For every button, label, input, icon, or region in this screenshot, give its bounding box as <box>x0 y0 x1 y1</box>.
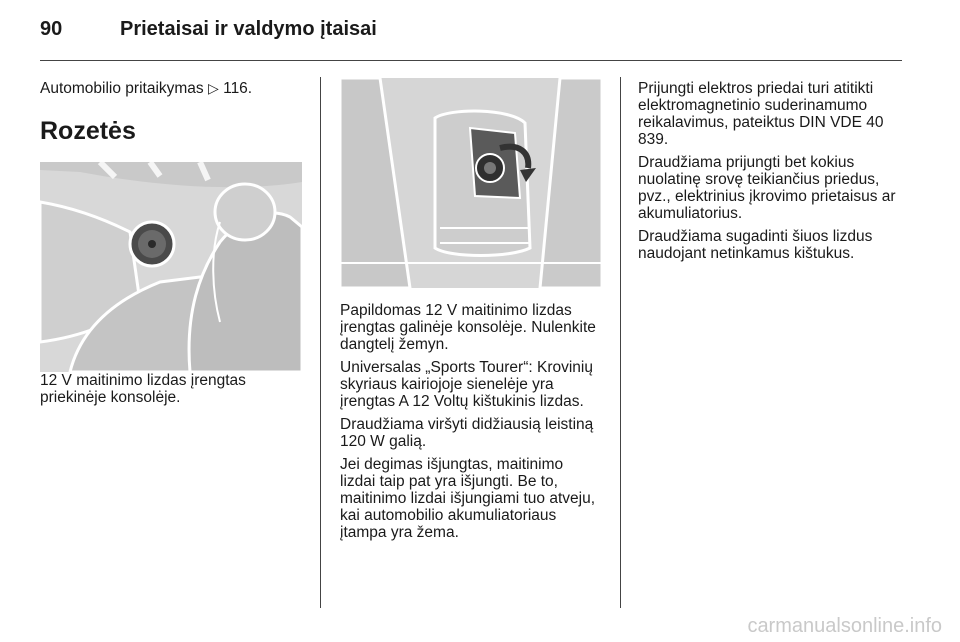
paragraph: Draudžiama viršyti didžiausią leistiną 120 W galią. <box>340 416 594 450</box>
cross-reference-page-link[interactable]: 116. <box>223 80 253 97</box>
column-1 <box>40 80 302 412</box>
column-2 <box>340 78 602 547</box>
rear-console-socket-illustration <box>340 78 602 288</box>
rear-socket-drawing <box>340 78 602 288</box>
page-number: 90 <box>40 18 63 40</box>
figure-caption: 12 V maitinimo lizdas įrengtas priekinėje konsolėje. <box>40 372 246 406</box>
front-socket-drawing <box>40 162 302 372</box>
paragraph: Papildomas 12 V maitinimo lizdas įrengtas galinėje konsolėje. Nulenkite dangtelį žemyn. <box>340 302 596 353</box>
front-console-socket-illustration <box>40 162 302 372</box>
cross-reference <box>40 80 302 97</box>
page-title: Prietaisai ir valdymo įtaisai <box>120 18 377 40</box>
column-3 <box>638 80 906 268</box>
paragraph: Draudžiama sugadinti šiuos lizdus naudojant netinkamus kištukus. <box>638 228 873 262</box>
paragraph: Universalas „Sports Tourer“: Krovinių skyriaus kairiojoje sienelėje yra įrengtas A 12 Voltų kištukinis lizdas. <box>340 359 593 410</box>
paragraph: Jei degimas išjungtas, maitinimo lizdai taip pat yra išjungti. Be to, maitinimo lizdai išjungiami tuo atveju, kai automobilio akumuliatoriaus įtampa yra žema. <box>340 456 596 541</box>
column-divider-2 <box>620 77 621 608</box>
section-heading: Rozetės <box>40 117 136 145</box>
page-ref-arrow-icon: ▷ <box>208 80 219 96</box>
paragraph: Draudžiama prijungti bet kokius nuolatinę srovę teikiančius priedus, pvz., elektrinius įkrovimo prietaisus ar akumuliatorius. <box>638 154 896 222</box>
cross-reference-text: Automobilio pritaikymas <box>40 80 204 97</box>
column-divider-1 <box>320 77 321 608</box>
header-rule <box>40 60 902 61</box>
watermark: carmanualsonline.info <box>747 615 942 637</box>
paragraph: Prijungti elektros priedai turi atitikti elektromagnetinio suderinamumo reikalavimus, pateiktus DIN VDE 40 839. <box>638 80 884 148</box>
